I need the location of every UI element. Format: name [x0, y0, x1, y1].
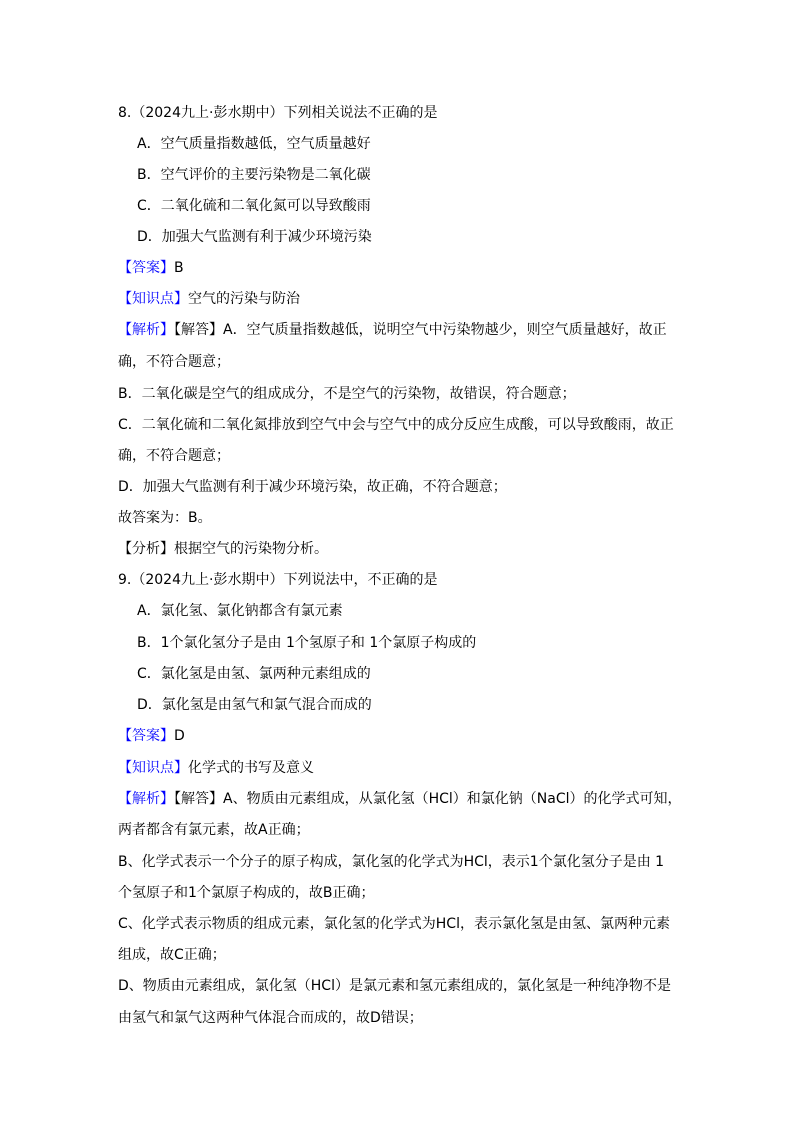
- option-d: D．加强大气监测有利于减少环境污染: [137, 229, 372, 245]
- solution-line: 两者都含有氯元素，故A正确；: [118, 822, 310, 838]
- solution-line: C、化学式表示物质的组成元素，氯化氢的化学式为HCl，表示氯化氢是由氢、氯两种元素: [118, 916, 670, 932]
- question-number: 8.: [118, 105, 132, 121]
- option-b: B．1个氯化氢分子是由 1个氢原子和 1个氯原子构成的: [137, 635, 477, 651]
- solution-line: D．加强大气监测有利于减少环境污染，故正确，不符合题意；: [118, 479, 507, 495]
- knowledge-line: [118, 758, 314, 778]
- option-c: C．二氧化硫和二氧化氮可以导致酸雨: [137, 198, 371, 214]
- solution-line: C．二氧化硫和二氧化氮排放到空气中会与空气中的成分反应生成酸，可以导致酸雨，故正: [118, 417, 674, 433]
- knowledge-value: 空气的污染与防治: [188, 291, 300, 307]
- question-source: （2024九上·彭水期中）: [131, 105, 284, 121]
- knowledge-label: 【知识点】: [118, 291, 188, 307]
- option-b: B．空气评价的主要污染物是二氧化碳: [137, 167, 371, 183]
- question-9-stem: [118, 570, 437, 590]
- answer-label: 【答案】: [118, 260, 174, 276]
- answer-value: D: [174, 728, 185, 744]
- solution-text: A、物质由元素组成，从氯化氢（HCl）和氯化钠（NaCl）的化学式可知，: [223, 791, 682, 807]
- solution-line: 由氢气和氯气这两种气体混合而成的，故D错误；: [118, 1010, 423, 1026]
- answer-value: B: [174, 260, 184, 276]
- solution-text: A．空气质量指数越低，说明空气中污染物越少，则空气质量越好，故正: [223, 322, 667, 338]
- question-stem: 下列说法中，不正确的是: [283, 572, 438, 588]
- analysis-line: [118, 320, 667, 340]
- solution-line: 组成，故C正确；: [118, 947, 226, 963]
- knowledge-label: 【知识点】: [118, 760, 188, 776]
- fenxi-label: 【分析】: [118, 541, 174, 557]
- option-c: C．氯化氢是由氢、氯两种元素组成的: [137, 666, 371, 682]
- answer-label: 【答案】: [118, 728, 174, 744]
- question-source: （2024九上·彭水期中）: [131, 572, 284, 588]
- question-stem: 下列相关说法不正确的是: [283, 105, 438, 121]
- option-a: A．空气质量指数越低，空气质量越好: [137, 136, 371, 152]
- knowledge-value: 化学式的书写及意义: [188, 760, 314, 776]
- analysis-label: 【解析】: [118, 791, 174, 807]
- fenxi-value: 根据空气的污染物分析。: [174, 541, 328, 557]
- analysis-line: [118, 789, 682, 809]
- solution-label: 【解答】: [174, 791, 223, 807]
- solution-line: 个氢原子和1个氯原子构成的，故B正确；: [118, 885, 375, 901]
- question-8-stem: [118, 103, 437, 123]
- solution-line: D、物质由元素组成，氯化氢（HCl）是氯元素和氢元素组成的，氯化氢是一种纯净物不是: [118, 978, 671, 994]
- solution-line: B、化学式表示一个分子的原子构成，氯化氢的化学式为HCl，表示1个氯化氢分子是由 1: [118, 854, 665, 870]
- solution-line: 故答案为：B。: [118, 510, 212, 526]
- answer-line: [118, 726, 185, 746]
- fenxi-line: [118, 539, 328, 559]
- solution-label: 【解答】: [174, 322, 223, 338]
- solution-line: 确，不符合题意；: [118, 448, 230, 464]
- analysis-label: 【解析】: [118, 322, 174, 338]
- option-a: A．氯化氢、氯化钠都含有氯元素: [137, 603, 343, 619]
- question-number: 9.: [118, 572, 132, 588]
- answer-line: [118, 258, 184, 278]
- option-d: D．氯化氢是由氢气和氯气混合而成的: [137, 697, 372, 713]
- solution-line: B．二氧化碳是空气的组成成分，不是空气的污染物，故错误，符合题意；: [118, 386, 576, 402]
- solution-line: 确，不符合题意；: [118, 354, 230, 370]
- knowledge-line: [118, 289, 300, 309]
